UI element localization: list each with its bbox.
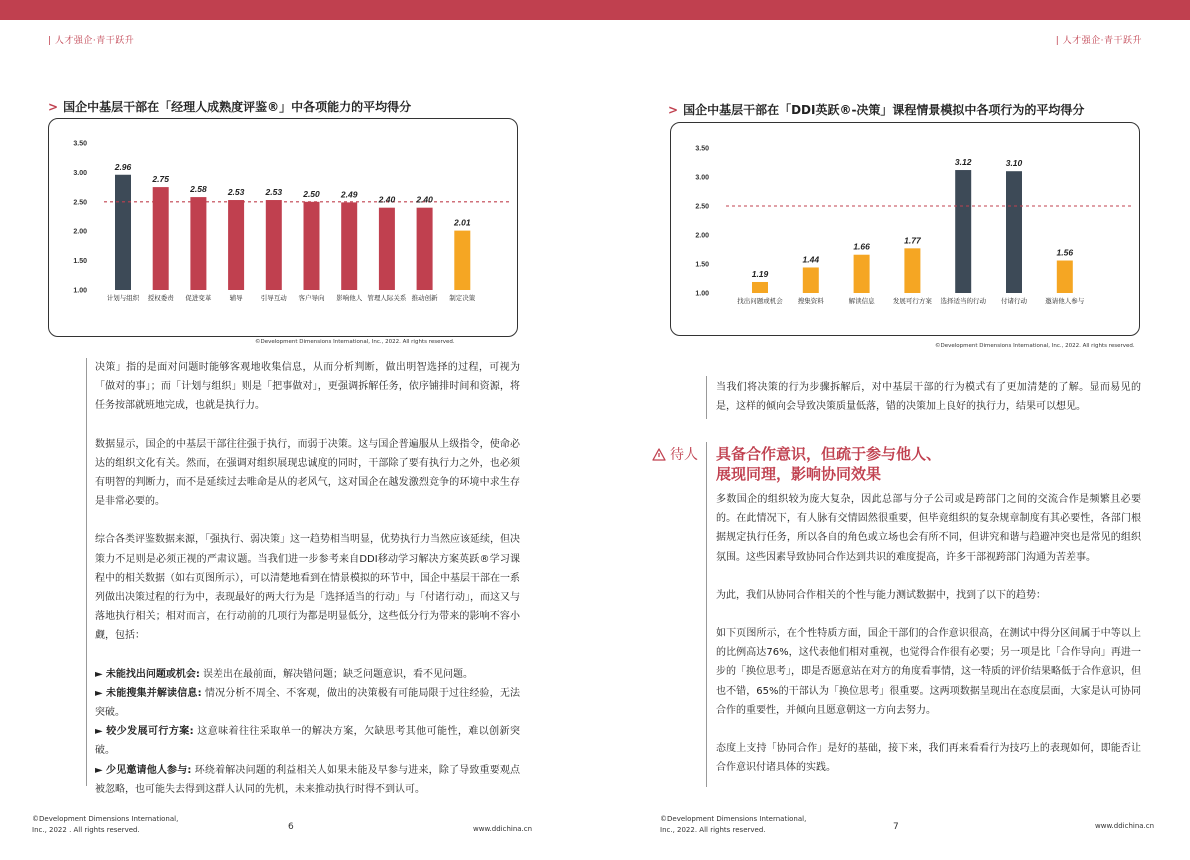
y-tick-label: 3.00	[695, 174, 709, 182]
header-tag-right: | 人才强企·青干跃升	[1055, 36, 1142, 46]
bar	[115, 175, 131, 290]
bar	[228, 200, 244, 290]
data-label: 2.50	[303, 188, 320, 199]
left-footer-website[interactable]: www.ddichina.cn	[473, 825, 533, 833]
data-label: 2.53	[265, 187, 283, 198]
bullet-item: ► 未能找出问题或机会: 误差出在最前面，解决错问题；缺乏问题意识，看不见问题。	[95, 668, 474, 680]
right-page-number: 7	[893, 822, 899, 832]
bullet-text: 误差出在最前面，解决错问题；缺乏问题意识，看不见问题。	[199, 668, 474, 680]
data-label: 2.49	[340, 189, 358, 200]
left-footer-line1: ©Development Dimensions International,	[32, 815, 179, 823]
right-paragraph-2: 为此，我们从协同合作相关的个性与能力测试数据中，找到了以下的趋势：	[716, 589, 1046, 601]
data-label: 2.96	[114, 161, 132, 172]
y-tick-label: 3.00	[73, 169, 87, 177]
data-label: 1.77	[904, 235, 921, 246]
y-tick-label: 3.50	[695, 145, 709, 153]
y-tick-label: 1.50	[695, 261, 709, 269]
left-body	[95, 358, 520, 799]
category-label: 发展可行方案	[892, 297, 932, 305]
left-paragraph-1: 决策」指的是面对问题时能够客观地收集信息，从而分析判断，做出明智选择的过程，可视为「做对的事」；而「计划与组织」则是「把事做对」，更强调拆解任务，依序铺排时间和资源，将任务按部就班地完成，也就是执行力。	[95, 362, 520, 412]
right-chart-copyright: ©Development Dimensions International, Inc., 2022. All rights reserved.	[935, 343, 1135, 349]
category-label: 邀请他人参与	[1045, 297, 1085, 305]
bullet-text: 环绕着解决问题的利益相关人如果未能及早参与进来，除了导致重要观点被忽略，也可能失去得到这群人认同的先机，未来推动执行时得不到认可。	[95, 764, 520, 795]
category-label: 辅导	[229, 294, 243, 302]
left-chart-copyright: ©Development Dimensions International, Inc., 2022. All rights reserved.	[255, 339, 455, 345]
category-label: 管理人际关系	[367, 294, 407, 302]
right-text-rule	[706, 442, 707, 787]
category-label: 授权委责	[147, 294, 174, 302]
bullet-label: 少见邀请他人参与:	[106, 764, 192, 776]
bar	[454, 231, 470, 290]
data-label: 3.10	[1005, 158, 1023, 169]
category-label: 影响他人	[336, 294, 363, 302]
data-label: 2.40	[416, 194, 433, 205]
y-tick-label: 3.50	[73, 140, 87, 148]
section-title	[716, 444, 941, 484]
left-text-rule	[86, 358, 87, 786]
y-tick-label: 2.50	[73, 199, 87, 207]
left-chart-title	[48, 98, 411, 115]
bar	[417, 208, 433, 290]
data-label: 1.19	[751, 268, 769, 279]
bar	[341, 202, 357, 290]
data-label: 2.53	[227, 187, 245, 198]
category-label: 促进变革	[185, 294, 212, 302]
bullet-list	[95, 665, 520, 799]
right-bar-chart	[671, 123, 1141, 337]
left-chart-frame	[48, 118, 518, 337]
header-tag-left: | 人才强企·青干跃升	[48, 36, 135, 46]
bar	[153, 187, 169, 290]
right-body	[716, 490, 1141, 777]
bullet-item: ► 未能搜集并解读信息: 情况分析不周全、不客观，做出的决策极有可能局限于过往经验，无法突破。	[95, 687, 521, 719]
left-paragraph-2: 数据显示，国企的中基层干部往往强于执行，而弱于决策。这与国企普遍服从上级指令，使命必达的组织文化有关。然而，在强调对组织展现忠诚度的同时，干部除了要有执行力之外，也必须有明智的判断力，而不是延续过去唯命是从的老风气，这对国企在越发激烈竞争的环境中求生存是非常必要的。	[95, 438, 520, 508]
data-label: 2.75	[152, 174, 169, 185]
category-label: 客户导向	[298, 294, 325, 302]
right-footer-copyright	[660, 814, 806, 836]
bar	[752, 282, 768, 293]
bullet-text: 情况分析不周全、不客观，做出的决策极有可能局限于过往经验，无法突破。	[95, 687, 521, 719]
y-tick-label: 1.00	[73, 287, 87, 295]
category-label: 搜集资料	[797, 297, 824, 305]
section-title-line1: 具备合作意识，但疏于参与他人、	[716, 445, 942, 463]
y-tick-label: 2.50	[695, 203, 709, 211]
bar	[854, 255, 870, 293]
right-intro-rule	[706, 376, 707, 419]
right-paragraph-4: 态度上支持「协同合作」是好的基础，接下来，我们再来看看行为技巧上的表现如何，即能否让合作意识付诸具体的实践。	[716, 743, 1141, 774]
data-label: 1.56	[1056, 247, 1074, 258]
left-footer-copyright	[32, 814, 178, 836]
right-footer-line1: ©Development Dimensions International,	[660, 815, 807, 823]
bar	[379, 208, 395, 290]
bar	[190, 197, 206, 290]
bar	[1057, 261, 1073, 293]
bar	[1006, 171, 1022, 293]
bullet-label: 未能搜集并解读信息:	[106, 687, 202, 699]
category-label: 付诸行动	[1001, 297, 1027, 305]
right-chart-title	[668, 101, 1084, 118]
left-bar-chart	[49, 119, 519, 338]
category-label: 解读信息	[848, 297, 875, 305]
category-label: 引导互动	[260, 294, 287, 302]
y-tick-label: 1.50	[73, 258, 87, 266]
data-label: 2.01	[454, 217, 471, 228]
bar	[304, 202, 320, 290]
right-chart-title-text: 国企中基层干部在「DDI英跃®-决策」课程情景模拟中各项行为的平均得分	[683, 103, 1085, 117]
y-tick-label: 2.00	[695, 232, 709, 240]
right-chart-frame	[670, 122, 1140, 336]
bar	[803, 267, 819, 293]
data-label: 1.66	[853, 241, 870, 252]
data-label: 1.44	[802, 254, 820, 265]
category-label: 推动创新	[411, 294, 438, 302]
left-paragraph-3: 综合各类评鉴数据来源，「强执行、弱决策」这一趋势相当明显，优势执行力当然应该延续，但决策力不足则是必须正视的严肃议题。当我们进一步参考来自DDI移动学习解决方案英跃®学习课程中的相关数据（如右页图所示），可以清楚地看到在情景模拟的环节中，国企中基层干部在一系列做出决策过程的行为中，表现最好的两大行为是「选择适当的行动」与「付诸行动」，而这又与落地执行相关；相对而言，在行动前的几项行为都是明显低分，这些低分行为带来的影响不容小觑，包括：	[95, 534, 520, 642]
right-paragraph-3: 如下页图所示，在个性特质方面，国企干部们的合作意识很高，在测试中得分区间属于中等以上的比例高达76%，这代表他们相对重视，也觉得合作很有必要；另一项是比「合作导向」再进一步的「换位思考」，即是否愿意站在对方的角度看事情，这一特质的评价结果略低于合作意识，但也不错，65%的干部认为「换位思考」很重要。这两项数据呈现出在态度层面，大家是认可协同合作的重要性，并倾向且愿意朝这一方向去努力。	[716, 628, 1141, 716]
bullet-text: 这意味着往往采取单一的解决方案，欠缺思考其他可能性，难以创新突破。	[95, 726, 520, 757]
bar	[266, 200, 282, 290]
bar	[904, 248, 920, 293]
data-label: 2.58	[190, 184, 207, 195]
chevron-right-icon: >	[48, 100, 59, 114]
category-label: 选择适当的行动	[940, 297, 986, 305]
bullet-item: ► 少见邀请他人参与: 环绕着解决问题的利益相关人如果未能及早参与进来，除了导致重要观点被忽略，也可能失去得到这群人认同的先机，未来推动执行时得不到认可。	[95, 764, 520, 795]
right-footer-line2: Inc., 2022. All rights reserved.	[660, 826, 766, 834]
y-tick-label: 2.00	[73, 228, 87, 236]
right-intro	[716, 378, 1141, 416]
right-paragraph-1: 多数国企的组织较为庞大复杂，因此总部与分子公司或是跨部门之间的交流合作是频繁且必要的。在此情况下，有人脉有交情固然很重要，但毕竟组织的复杂规章制度有其必要性，各部门根据规定执行任务，所以各自的角色或立场也会有所不同，但讲究和谐与趋避冲突也是常见的组织氛围。这些因素导致协同合作达到共识的难度提高，许多干部视跨部门沟通为苦差事。	[716, 494, 1141, 563]
warning-icon	[652, 448, 666, 461]
category-label: 制定决策	[449, 294, 476, 302]
data-label: 2.40	[378, 194, 396, 205]
left-footer-line2: Inc., 2022 . All rights reserved.	[32, 826, 140, 834]
bar	[955, 170, 971, 293]
right-footer-website[interactable]: www.ddichina.cn	[1095, 822, 1155, 830]
bullet-label: 较少发展可行方案:	[106, 726, 194, 738]
chevron-right-icon: >	[668, 103, 679, 117]
data-label: 3.12	[954, 157, 972, 168]
section-tag: 待人	[670, 447, 698, 463]
category-label: 计划与组织	[106, 294, 140, 302]
section-title-line2: 展现同理，影响协同效果	[716, 465, 882, 483]
y-tick-label: 1.00	[695, 290, 709, 298]
left-chart-title-text: 国企中基层干部在「经理人成熟度评鉴®」中各项能力的平均得分	[63, 100, 412, 114]
left-page-number: 6	[288, 822, 294, 832]
right-intro-text: 当我们将决策的行为步骤拆解后，对中基层干部的行为模式有了更加清楚的了解。显而易见的是，这样的倾向会导致决策质量低落，错的决策加上良好的执行力，结果可以想见。	[716, 382, 1141, 413]
bullet-item: ► 较少发展可行方案: 这意味着往往采取单一的解决方案，欠缺思考其他可能性，难以创新突破。	[95, 726, 520, 757]
category-label: 找出问题或机会	[737, 297, 783, 305]
top-color-bar	[0, 0, 1190, 20]
bullet-label: 未能找出问题或机会:	[105, 668, 200, 680]
